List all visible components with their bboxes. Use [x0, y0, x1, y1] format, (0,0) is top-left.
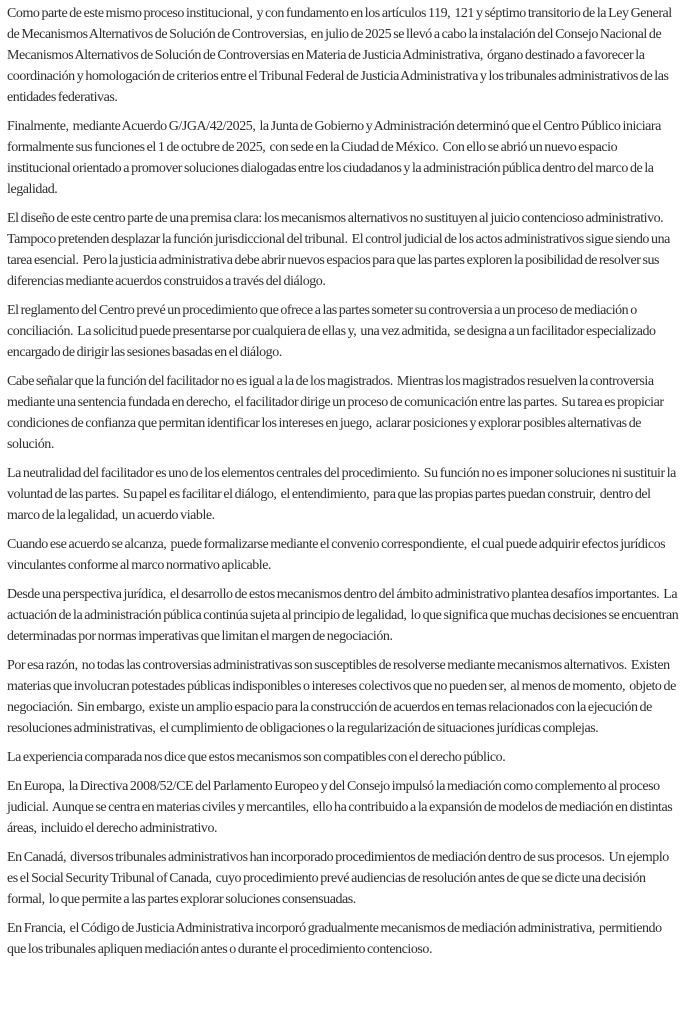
paragraph-premisa-diseno: El diseño de este centro parte de una premisa clara: los mecanismos alternativos no sustituyen al juicio contencioso administrativo. Tampoco pretenden desplazar la función jurisdiccional del tribunal. El control judicial de los actos administrativos sigue siendo una tarea esencial. Pero la justicia administrativa debe abrir nuevos espacios para que las partes exploren la posibilidad de resolver sus diferencias mediante acuerdos construidos a través del diálogo.	[7, 211, 672, 289]
paragraph-neutralidad-facilitador: La neutralidad del facilitador es uno de los elementos centrales del procedimiento. Su función no es imponer soluciones ni sustituir la voluntad de las partes. Su papel es facilitar el diálogo, el entendimiento, para que las propias partes puedan construir, dentro del marco de la legalidad, un acuerdo viable.	[7, 466, 678, 523]
paragraph-perspectiva-juridica: Desde una perspectiva jurídica, el desarrollo de estos mecanismos dentro del ámbito administrativo plantea desafíos importantes. La actuación de la administración pública continúa sujeta al principio de legalidad, lo que significa que muchas decisiones se encuentran determinadas por normas imperativas que limitan el margen de negociación.	[7, 587, 681, 644]
paragraph-consejo-nacional: Como parte de este mismo proceso institucional, y con fundamento en los artículos 119, 121 y séptimo transitorio de la Ley General de Mecanismos Alternativos de Solución de Controversias, en julio de 2025 se llevó a cabo la instalación del Consejo Nacional de Mecanismos Alternativos de Solución de Controversias en Materia de Justicia Administrativa, órgano destinado a favorecer la coordinación y homologación de criterios entre el Tribunal Federal de Justicia Administrativa y los tribunales administrativos de las entidades federativas.	[7, 6, 674, 105]
paragraph-materias-negociables: Por esa razón, no todas las controversias administrativas son susceptibles de resolverse mediante mecanismos alternativos. Existen materias que involucran potestades públicas indisponibles o intereses colectivos que no pueden ser, al menos de momento, objeto de negociación. Sin embargo, existe un amplio espacio para la construcción de acuerdos en temas relacionados con la ejecución de resoluciones administrativas, el cumplimiento de obligaciones o la regularización de situaciones jurídicas complejas.	[7, 658, 678, 736]
paragraph-experiencia-comparada: La experiencia comparada nos dice que estos mecanismos son compatibles con el derecho público.	[7, 750, 506, 765]
paragraph-reglamento-procedimiento: El reglamento del Centro prevé un procedimiento que ofrece a las partes someter su controversia a un proceso de mediación o conciliación. La solicitud puede presentarse por cualquiera de ellas y, una vez admitida, se designa a un facilitador especializado encargado de dirigir las sesiones basadas en el diálogo.	[7, 303, 658, 360]
paragraph-convenio-efectos: Cuando ese acuerdo se alcanza, puede formalizarse mediante el convenio correspondiente, el cual puede adquirir efectos jurídicos vinculantes conforme al marco normativo aplicable.	[7, 537, 668, 573]
paragraph-canada-tribunales: En Canadá, diversos tribunales administrativos han incorporado procedimientos de mediación dentro de sus procesos. Un ejemplo es el Social Security Tribunal of Canada, cuyo procedimiento prevé audiencias de resolución antes de que se dicte una decisión formal, lo que permite a las partes explorar soluciones consensuadas.	[7, 850, 671, 907]
paragraph-europa-directiva: En Europa, la Directiva 2008/52/CE del Parlamento Europeo y del Consejo impulsó la mediación como complemento al proceso judicial. Aunque se centra en materias civiles y mercantiles, ello ha contribuido a la expansión de modelos de mediación en distintas áreas, incluido el derecho administrativo.	[7, 779, 675, 836]
paragraph-funcion-facilitador: Cabe señalar que la función del facilitador no es igual a la de los magistrados. Mientras los magistrados resuelven la controversia mediante una sentencia fundada en derecho, el facilitador dirige un proceso de comunicación entre las partes. Su tarea es propiciar condiciones de confianza que permitan identificar los intereses en juego, aclarar posiciones y explorar posibles alternativas de solución.	[7, 374, 666, 452]
paragraph-acuerdo-centro-publico: Finalmente, mediante Acuerdo G/JGA/42/2025, la Junta de Gobierno y Administración determinó que el Centro Público iniciara formalmente sus funciones el 1 de octubre de 2025, con sede en la Ciudad de México. Con ello se abrió un nuevo espacio institucional orientado a promover soluciones dialogadas entre los ciudadanos y la administración pública dentro del marco de la legalidad.	[7, 119, 663, 197]
paragraph-francia-codigo: En Francia, el Código de Justicia Administrativa incorporó gradualmente mecanismos de mediación administrativa, permitiendo que los tribunales apliquen mediación antes o durante el procedimiento contencioso.	[7, 921, 664, 957]
